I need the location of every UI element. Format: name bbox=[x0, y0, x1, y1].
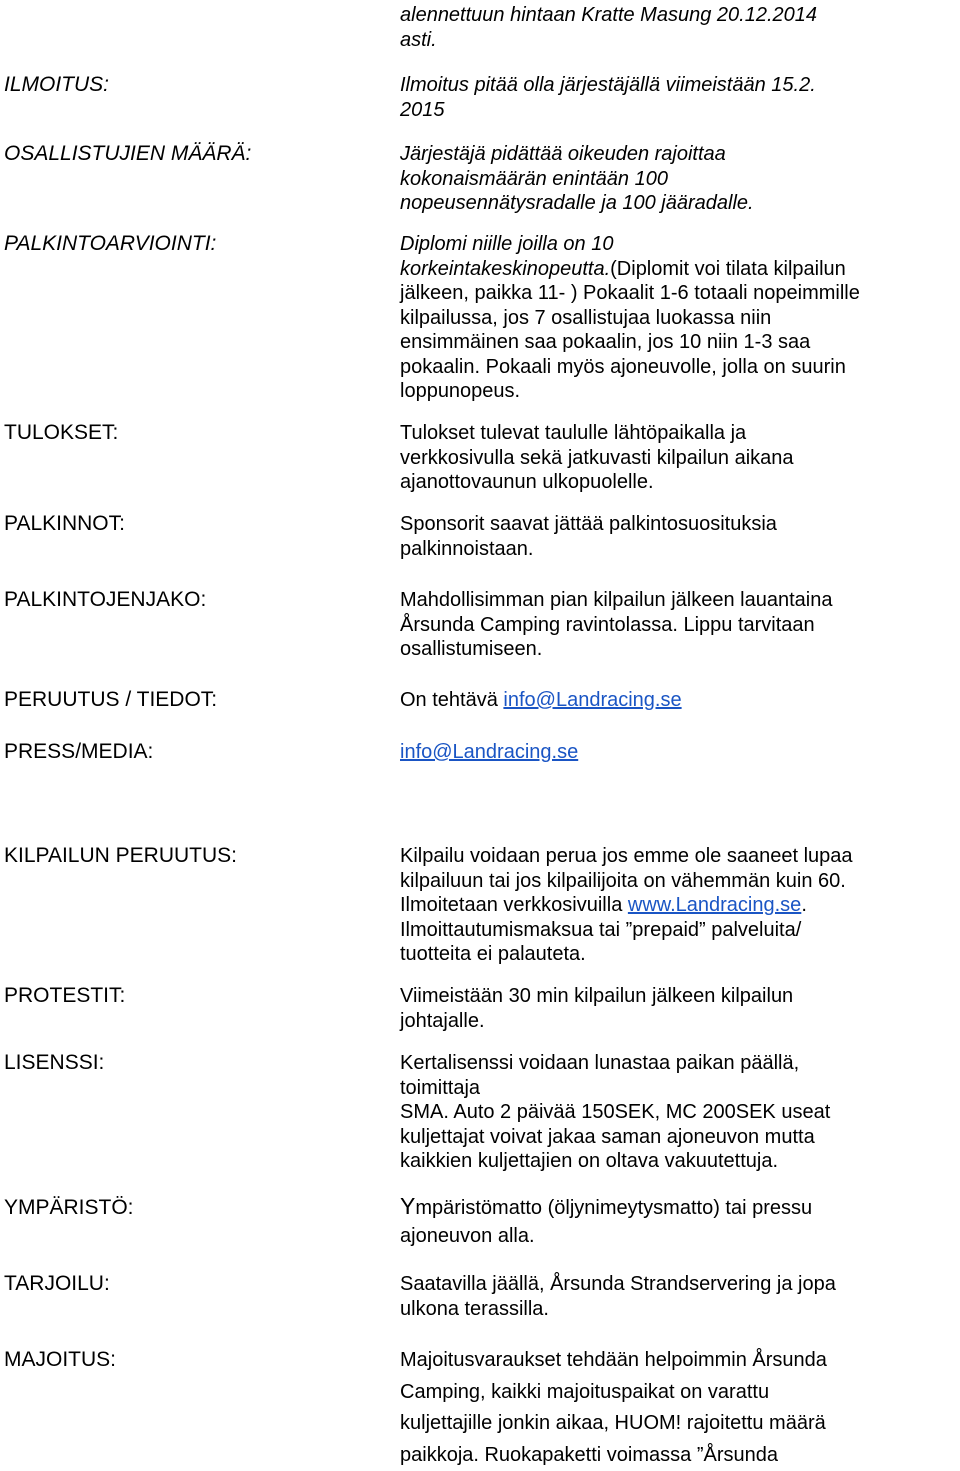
label-palkintoarviointi: PALKINTOARVIOINTI: bbox=[4, 232, 217, 255]
label-ilmoitus: ILMOITUS: bbox=[4, 73, 110, 96]
value-palkinnot bbox=[400, 512, 956, 561]
text-segment: (Diplomit voi tilata kilpailun bbox=[610, 257, 846, 280]
value-palkintoarviointi bbox=[400, 232, 956, 404]
text-line: Sponsorit saavat jättää palkintosuosituksia bbox=[400, 513, 777, 535]
text-line: kilpailussa, jos 7 osallistujaa luokassa niin bbox=[400, 306, 772, 329]
text-line: ajanottovaunun ulkopuolelle. bbox=[400, 471, 654, 493]
text-line: kuljettajille jonkin aikaa, HUOM! rajoitettu määrä bbox=[400, 1412, 826, 1434]
value-tulokset bbox=[400, 421, 956, 495]
text-segment: Ilmoitetaan verkkosivuilla bbox=[400, 894, 628, 916]
text-line: Kilpailu voidaan perua jos emme ole saaneet lupaa bbox=[400, 845, 853, 867]
text-line: Ilmoittautumismaksua tai ”prepaid” palveluita/ bbox=[400, 918, 802, 941]
text-line: Kertalisenssi voidaan lunastaa paikan päällä, bbox=[400, 1052, 800, 1074]
text-line: palkinnoistaan. bbox=[400, 537, 534, 560]
value-palkintojenjako bbox=[400, 588, 956, 662]
text-segment: mpäristömatto (öljynimeytysmatto) tai pressu bbox=[415, 1197, 813, 1219]
text-line: johtajalle. bbox=[400, 1009, 485, 1032]
top-continuation-text bbox=[400, 3, 956, 52]
email-link[interactable]: info@Landracing.se bbox=[400, 741, 579, 763]
text-line: kuljettajat voivat jakaa saman ajoneuvon mutta bbox=[400, 1125, 815, 1148]
text-line: kilpailuun tai jos kilpailijoita on vähemmän kuin 60. bbox=[400, 869, 846, 892]
text-line: nopeusennätysradalle ja 100 jääradalle. bbox=[400, 192, 754, 214]
label-protestit: PROTESTIT: bbox=[4, 984, 126, 1007]
text-line: 2015 bbox=[400, 98, 445, 121]
text-line: ajoneuvon alla. bbox=[400, 1224, 535, 1247]
text-line: Tulokset tulevat taululle lähtöpaikalla ja bbox=[400, 422, 747, 444]
text-line: kaikkien kuljettajien on oltava vakuutettuja. bbox=[400, 1150, 779, 1172]
text-line: verkkosivulla sekä jatkuvasti kilpailun aikana bbox=[400, 446, 794, 469]
text-line: loppunopeus. bbox=[400, 380, 521, 402]
text-line: ulkona terassilla. bbox=[400, 1297, 549, 1320]
value-kilpailun-peruutus bbox=[400, 844, 956, 967]
label-peruutus-tiedot: PERUUTUS / TIEDOT: bbox=[4, 688, 218, 711]
text-line: pokaalin. Pokaali myös ajoneuvolle, jolla on suurin bbox=[400, 355, 846, 378]
label-kilpailun-peruutus: KILPAILUN PERUUTUS: bbox=[4, 844, 237, 867]
text-line: paikkoja. Ruokapaketti voimassa ”Årsunda bbox=[400, 1443, 778, 1466]
text-line: Mahdollisimman pian kilpailun jälkeen lauantaina bbox=[400, 589, 833, 611]
label-tarjoilu: TARJOILU: bbox=[4, 1272, 110, 1295]
label-tulokset: TULOKSET: bbox=[4, 421, 119, 444]
text-line: Majoitusvaraukset tehdään helpoimmin Årsunda bbox=[400, 1349, 827, 1371]
website-link[interactable]: www.Landracing.se bbox=[627, 894, 802, 916]
text-line: Camping, kaikki majoituspaikat on varattu bbox=[400, 1380, 770, 1403]
label-ymparisto: YMPÄRISTÖ: bbox=[4, 1196, 134, 1219]
text-segment: . bbox=[801, 894, 807, 916]
text-line: SMA. Auto 2 päivää 150SEK, MC 200SEK useat bbox=[400, 1101, 831, 1123]
email-link[interactable]: info@Landracing.se bbox=[503, 689, 682, 711]
text-segment: On tehtävä bbox=[400, 689, 504, 711]
value-tarjoilu bbox=[400, 1272, 956, 1321]
label-lisenssi: LISENSSI: bbox=[4, 1051, 105, 1074]
value-majoitus bbox=[400, 1345, 956, 1471]
label-palkintojenjako: PALKINTOJENJAKO: bbox=[4, 588, 207, 611]
label-palkinnot: PALKINNOT: bbox=[4, 512, 125, 535]
text-line: kokonaismäärän enintään 100 bbox=[400, 167, 668, 190]
text-line: asti. bbox=[400, 28, 437, 51]
value-protestit bbox=[400, 984, 956, 1033]
value-ymparisto bbox=[400, 1194, 956, 1248]
text-line: Viimeistään 30 min kilpailun jälkeen kilpailun bbox=[400, 985, 794, 1007]
text-line: Diplomi niille joilla on 10 bbox=[400, 233, 614, 255]
text-line: jälkeen, paikka 11- ) Pokaalit 1-6 totaali nopeimmille bbox=[400, 282, 860, 304]
text-line: Årsunda Camping ravintolassa. Lippu tarvitaan bbox=[400, 613, 815, 636]
value-lisenssi bbox=[400, 1051, 956, 1174]
value-ilmoitus bbox=[400, 73, 956, 122]
text-line: Saatavilla jäällä, Årsunda Strandservering ja jopa bbox=[400, 1273, 836, 1295]
label-osallistujien-maara: OSALLISTUJIEN MÄÄRÄ: bbox=[4, 142, 252, 165]
text-segment: korkeintakeskinopeutta. bbox=[400, 257, 611, 280]
text-line: Järjestäjä pidättää oikeuden rajoittaa bbox=[400, 143, 726, 165]
text-line: Ilmoitus pitää olla järjestäjällä viimeistään 15.2. bbox=[400, 74, 816, 96]
text-line: osallistumiseen. bbox=[400, 638, 543, 660]
value-press-media bbox=[400, 740, 956, 765]
label-press-media: PRESS/MEDIA: bbox=[4, 740, 154, 763]
text-line: tuotteita ei palauteta. bbox=[400, 943, 586, 965]
text-line: alennettuun hintaan Kratte Masung 20.12.2014 bbox=[400, 4, 817, 26]
value-peruutus-tiedot bbox=[400, 688, 956, 713]
text-segment: Y bbox=[400, 1193, 416, 1219]
text-line: ensimmäinen saa pokaalin, jos 10 niin 1-3 saa bbox=[400, 331, 811, 353]
label-majoitus: MAJOITUS: bbox=[4, 1348, 117, 1371]
value-osallistujien-maara bbox=[400, 142, 956, 216]
text-line: toimittaja bbox=[400, 1076, 481, 1099]
